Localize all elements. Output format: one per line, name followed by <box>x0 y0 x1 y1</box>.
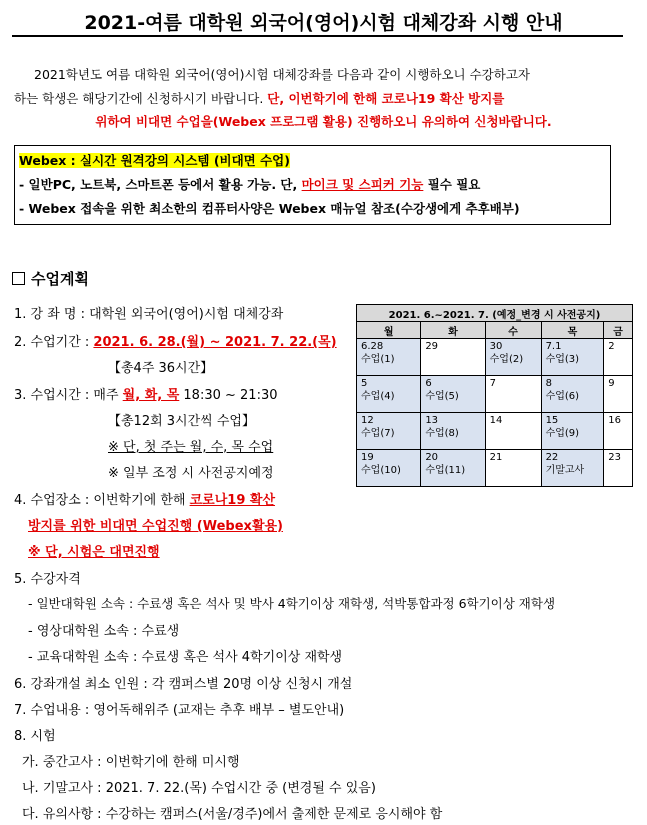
calendar-day <box>357 450 421 487</box>
calendar-day <box>541 339 604 376</box>
item-location <box>14 489 275 508</box>
day-number: 15 <box>545 415 559 426</box>
item-eligibility: 5. 수강자격 <box>14 572 81 587</box>
day-event: 수업(9) <box>545 428 580 439</box>
course-name-value: 대학원 외국어(영어)시험 대체강좌 <box>89 307 284 322</box>
day-number: 23 <box>608 452 622 463</box>
eligibility-general: - 일반대학원 소속 : 수료생 혹은 석사 및 박사 4학기이상 재학생, 석박통합과정 6학기이상 재학생 <box>28 596 556 611</box>
location-notice-2: 방지를 위한 비대면 수업진행 (Webex활용) <box>28 519 283 534</box>
calendar-day <box>421 413 485 450</box>
day-event: 수업(8) <box>425 428 459 439</box>
calendar-header: 목 <box>541 322 604 339</box>
calendar-day <box>604 413 633 450</box>
location-notice-1: 코로나19 확산 <box>189 493 276 508</box>
item-class-time <box>14 384 278 403</box>
intro-line-2-notice: 단, 이번학기에 한해 코로나19 확산 방지를 <box>267 91 505 106</box>
calendar-day <box>421 339 485 376</box>
day-event: 수업(3) <box>545 354 580 365</box>
webex-mic-speaker: 마이크 및 스피커 기능 <box>301 177 424 192</box>
exam-final: 나. 기말고사 : 2021. 7. 22.(목) 수업시간 중 (변경될 수 있음) <box>22 781 376 796</box>
class-days: 월, 화, 목 <box>122 388 180 403</box>
day-event: 수업(5) <box>425 391 459 402</box>
class-calendar <box>356 304 633 487</box>
calendar-day <box>421 376 485 413</box>
eligibility-film: - 영상대학원 소속 : 수료생 <box>28 624 180 639</box>
exam-in-person-notice: ※ 단, 시험은 대면진행 <box>28 545 160 560</box>
calendar-day <box>421 450 485 487</box>
section-heading <box>12 268 89 289</box>
day-event: 수업(11) <box>425 465 466 476</box>
exam-midterm: 가. 중간고사 : 이번학기에 한해 미시행 <box>22 755 240 770</box>
day-number: 14 <box>489 415 503 426</box>
course-name-label: 1. 강 좌 명 : <box>14 307 90 322</box>
day-number: 19 <box>361 452 374 463</box>
day-number: 5 <box>361 378 368 389</box>
section-heading-text: 수업계획 <box>31 270 89 288</box>
day-number: 21 <box>489 452 503 463</box>
webex-spec-line: - Webex 접속을 위한 최소한의 컴퓨터사양은 Webex 매뉴얼 참조(수강생에게 추후배부) <box>19 201 520 216</box>
calendar-header: 월 <box>357 322 421 339</box>
calendar-day <box>485 413 541 450</box>
intro-line-2-text: 하는 학생은 해당기간에 신청하시기 바랍니다. <box>14 91 268 106</box>
calendar-day <box>357 376 421 413</box>
day-number: 9 <box>608 378 615 389</box>
calendar-day <box>485 339 541 376</box>
day-event: 수업(4) <box>361 391 395 402</box>
webex-headline <box>19 151 290 169</box>
item-content: 7. 수업내용 : 영어독해위주 (교재는 추후 배부 – 별도안내) <box>14 703 345 718</box>
calendar-header: 수 <box>485 322 541 339</box>
day-event: 수업(6) <box>545 391 580 402</box>
day-number: 22 <box>545 452 559 463</box>
square-bullet-icon <box>12 272 25 285</box>
calendar-day <box>604 450 633 487</box>
day-event: 기말고사 <box>545 465 585 476</box>
page-title: 2021-여름 대학원 외국어(영어)시험 대체강좌 시행 안내 <box>84 12 563 34</box>
day-event: 수업(1) <box>361 354 395 365</box>
calendar-caption: 2021. 6.~2021. 7. (예정_변경 시 사전공지) <box>357 305 633 322</box>
day-number: 7.1 <box>545 341 562 352</box>
calendar-day <box>485 376 541 413</box>
period-note: 【총4주 36시간】 <box>108 361 214 376</box>
day-number: 12 <box>361 415 374 426</box>
day-number: 16 <box>608 415 622 426</box>
day-event: 수업(10) <box>361 465 401 476</box>
item-period <box>14 331 337 350</box>
day-number: 7 <box>489 378 496 389</box>
day-event: 수업(7) <box>361 428 395 439</box>
day-number: 29 <box>425 341 439 352</box>
class-time-note: 【총12회 3시간씩 수업】 <box>108 414 255 429</box>
class-time-label: 3. 수업시간 : 매주 <box>14 388 123 403</box>
first-week-note: ※ 단, 첫 주는 월, 수, 목 수업 <box>108 440 274 455</box>
calendar-day <box>604 376 633 413</box>
intro-line-3-notice: 위하여 비대면 수업을(Webex 프로그램 활용) 진행하오니 유의하여 신청바랍니다. <box>95 114 552 129</box>
item-exam: 8. 시험 <box>14 729 56 744</box>
webex-info-box <box>14 145 611 225</box>
location-label: 4. 수업장소 : 이번학기에 한해 <box>14 493 190 508</box>
webex-device-line <box>19 175 480 193</box>
calendar-header: 화 <box>421 322 485 339</box>
day-number: 30 <box>489 341 503 352</box>
exam-notice: 다. 유의사항 : 수강하는 캠퍼스(서울/경주)에서 출제한 문제로 응시해야 함 <box>22 807 443 822</box>
calendar-day <box>357 413 421 450</box>
day-event: 수업(2) <box>489 354 524 365</box>
day-number: 2 <box>608 341 615 352</box>
calendar-day <box>541 376 604 413</box>
item-min-enrollment: 6. 강좌개설 최소 인원 : 각 캠퍼스별 20명 이상 신청시 개설 <box>14 677 353 692</box>
webex-required-text: 필수 필요 <box>423 177 481 192</box>
item-course-name <box>14 303 283 322</box>
eligibility-education: - 교육대학원 소속 : 수료생 혹은 석사 4학기이상 재학생 <box>28 650 343 665</box>
calendar-day <box>604 339 633 376</box>
period-label: 2. 수업기간 : <box>14 335 94 350</box>
day-number: 13 <box>425 415 439 426</box>
calendar-day <box>541 413 604 450</box>
calendar-day <box>541 450 604 487</box>
calendar-header: 금 <box>604 322 633 339</box>
day-number: 6.28 <box>361 341 384 352</box>
intro-line-1: 2021학년도 여름 대학원 외국어(영어)시험 대체강좌를 다음과 같이 시행하오니 수강하고자 <box>34 67 530 82</box>
webex-headline-text: Webex : 실시간 원격강의 시스템 (비대면 수업) <box>19 153 290 168</box>
period-value: 2021. 6. 28.(월) ~ 2021. 7. 22.(목) <box>93 335 337 350</box>
day-number: 8 <box>545 378 552 389</box>
webex-device-text: - 일반PC, 노트북, 스마트폰 등에서 활용 가능. 단, <box>19 177 302 192</box>
schedule-change-note: ※ 일부 조정 시 사전공지예정 <box>108 466 274 481</box>
calendar-day <box>357 339 421 376</box>
title-underline <box>12 35 623 37</box>
day-number: 20 <box>425 452 439 463</box>
class-time-value: 18:30 ~ 21:30 <box>179 388 278 403</box>
day-number: 6 <box>425 378 432 389</box>
calendar-day <box>485 450 541 487</box>
intro-line-2 <box>14 88 504 110</box>
